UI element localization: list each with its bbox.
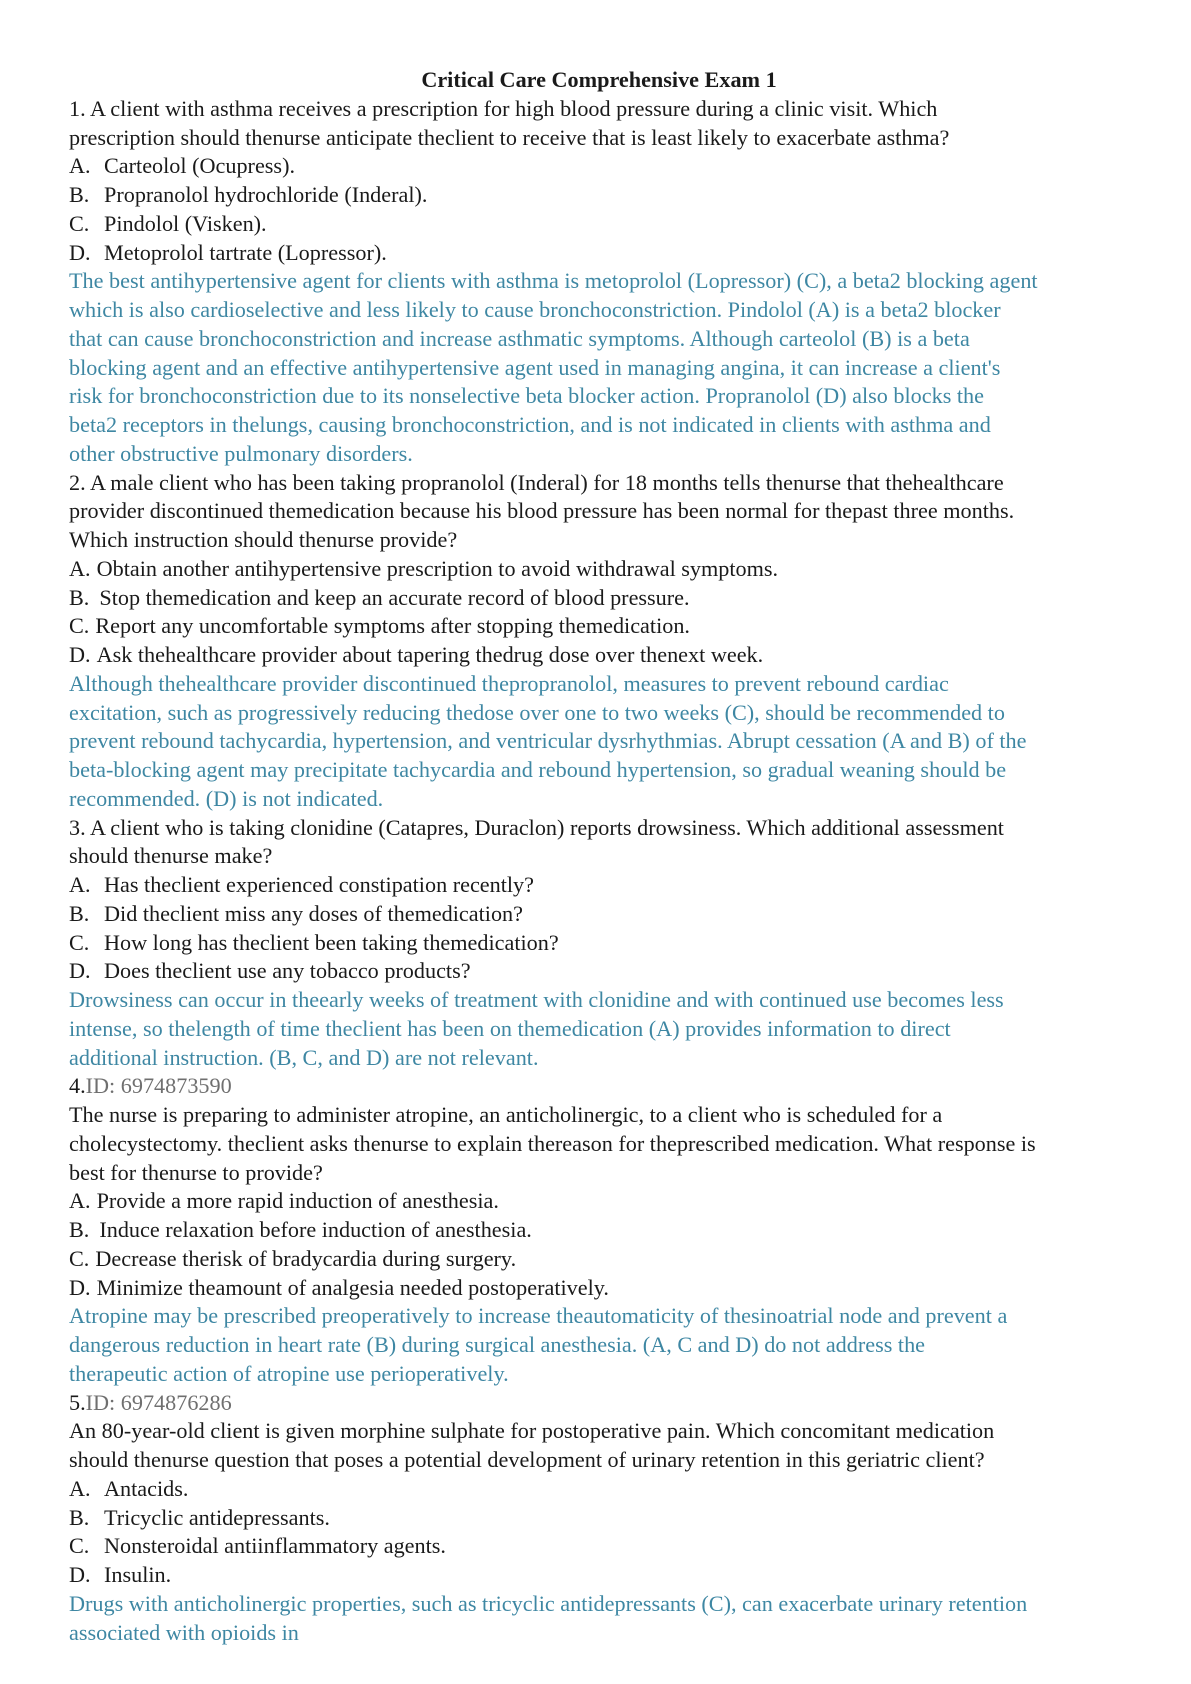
option-c: [69, 1532, 1129, 1561]
option-text: Nonsteroidal antiinflammatory agents.: [104, 1533, 446, 1559]
answer-rationale-line: excitation, such as progressively reducing thedose over one to two weeks (C), should be recommended to: [69, 699, 1005, 725]
option-text: Stop themedication and keep an accurate record of blood pressure.: [99, 584, 690, 610]
option-text: Carteolol (Ocupress).: [104, 153, 295, 179]
option-letter: C.: [69, 613, 90, 639]
answer-rationale-line: risk for bronchoconstriction due to its nonselective beta blocker action. Propranolol (D) also blocks the: [69, 383, 984, 409]
question-stem-line: 1. A client with asthma receives a prescription for high blood pressure during a clinic visit. Which: [69, 95, 938, 121]
answer-rationale-line: Atropine may be prescribed preoperatively to increase theautomaticity of thesinoatrial node and prevent a: [69, 1303, 1008, 1329]
question-number: 4.: [69, 1073, 86, 1099]
answer-rationale-line: Drugs with anticholinergic properties, such as tricyclic antidepressants (C), can exacerbate urinary retention: [69, 1590, 1028, 1616]
option-text: Provide a more rapid induction of anesthesia.: [96, 1188, 499, 1214]
option-b: [69, 1504, 1129, 1533]
answer-rationale-line: The best antihypertensive agent for clients with asthma is metoprolol (Lopressor) (C), a beta2 blocking agent: [69, 268, 1038, 294]
answer-rationale-line: which is also cardioselective and less likely to cause bronchoconstriction. Pindolol (A) is a beta2 blocker: [69, 297, 1001, 322]
question-2: [69, 469, 1129, 814]
answer-rationale-line: recommended. (D) is not indicated.: [69, 785, 384, 811]
option-text: Pindolol (Visken).: [104, 210, 267, 236]
option-letter: A.: [69, 153, 91, 179]
option-letter: D.: [69, 239, 91, 265]
answer-rationale-line: associated with opioids in: [69, 1619, 299, 1645]
option-letter: A.: [69, 872, 91, 897]
answer-rationale-line: intense, so thelength of time theclient has been on themedication (A) provides information to direct: [69, 1015, 951, 1041]
option-c: [69, 1245, 1129, 1274]
question-stem-line: provider discontinued themedication because his blood pressure has been normal for thepast three months.: [69, 498, 1015, 524]
option-b: [69, 900, 1129, 929]
option-a: [69, 1475, 1129, 1504]
option-letter: C.: [69, 1533, 90, 1559]
option-text: Obtain another antihypertensive prescription to avoid withdrawal symptoms.: [96, 555, 779, 581]
question-id: ID: 6974876286: [85, 1389, 232, 1415]
question-id: ID: 6974873590: [85, 1073, 232, 1099]
question-stem-line: 2. A male client who has been taking propranolol (Inderal) for 18 months tells thenurse that thehealthcare: [69, 469, 1004, 495]
option-letter: B.: [69, 584, 90, 610]
option-letter: D.: [69, 1274, 91, 1300]
answer-rationale-line: blocking agent and an effective antihypertensive agent used in managing angina, it can increase a client's: [69, 354, 1001, 380]
option-b: [69, 584, 1129, 613]
option-letter: A.: [69, 1475, 91, 1501]
option-d: [69, 1274, 1129, 1303]
option-a: [69, 555, 1129, 584]
option-text: Induce relaxation before induction of anesthesia.: [99, 1217, 532, 1242]
option-letter: C.: [69, 210, 90, 236]
option-c: [69, 612, 1129, 641]
option-text: Minimize theamount of analgesia needed postoperatively.: [96, 1274, 609, 1300]
option-d: [69, 957, 1129, 986]
question-stem-line: An 80-year-old client is given morphine sulphate for postoperative pain. Which concomitant medication: [69, 1418, 995, 1444]
option-letter: D.: [69, 642, 91, 667]
option-b: [69, 1216, 1129, 1245]
question-stem-line: Which instruction should thenurse provide?: [69, 527, 458, 552]
option-letter: B.: [69, 900, 90, 926]
question-3: [69, 814, 1129, 1073]
option-letter: D.: [69, 958, 91, 984]
question-4: [69, 1072, 1129, 1388]
question-stem-line: should thenurse question that poses a potential development of urinary retention in this geriatric client?: [69, 1447, 985, 1472]
option-text: Propranolol hydrochloride (Inderal).: [104, 182, 428, 207]
answer-rationale-line: dangerous reduction in heart rate (B) during surgical anesthesia. (A, C and D) do not address the: [69, 1332, 926, 1357]
option-letter: D.: [69, 1562, 91, 1587]
answer-rationale-line: beta-blocking agent may precipitate tachycardia and rebound hypertension, so gradual weaning should be: [69, 757, 1007, 782]
question-stem-line: cholecystectomy. theclient asks thenurse to explain thereason for theprescribed medication. What response is: [69, 1130, 1036, 1156]
option-c: [69, 929, 1129, 958]
option-letter: C.: [69, 1245, 90, 1271]
option-text: Decrease therisk of bradycardia during surgery.: [95, 1245, 517, 1271]
option-a: [69, 871, 1129, 900]
question-1: [69, 95, 1129, 469]
option-text: Insulin.: [104, 1562, 172, 1587]
answer-rationale-line: additional instruction. (B, C, and D) are not relevant.: [69, 1044, 539, 1070]
question-5: [69, 1389, 1129, 1648]
question-number: 5.: [69, 1389, 86, 1415]
option-d: [69, 641, 1129, 670]
option-c: [69, 210, 1129, 239]
page-title: Critical Care Comprehensive Exam 1: [421, 67, 777, 92]
question-stem-line: 3. A client who is taking clonidine (Catapres, Duraclon) reports drowsiness. Which additional assessment: [69, 814, 1004, 840]
question-stem-line: best for thenurse to provide?: [69, 1159, 323, 1185]
answer-rationale-line: Although thehealthcare provider discontinued thepropranolol, measures to prevent rebound cardiac: [69, 670, 949, 696]
answer-rationale-line: beta2 receptors in thelungs, causing bronchoconstriction, and is not indicated in clients with asthma and: [69, 412, 991, 437]
option-a: [69, 152, 1129, 181]
option-letter: B.: [69, 1217, 90, 1242]
answer-rationale-line: therapeutic action of atropine use perioperatively.: [69, 1360, 509, 1386]
option-letter: B.: [69, 1504, 90, 1530]
option-text: Metoprolol tartrate (Lopressor).: [104, 239, 387, 265]
option-text: Antacids.: [104, 1475, 189, 1501]
answer-rationale-line: that can cause bronchoconstriction and increase asthmatic symptoms. Although carteolol (B) is a beta: [69, 325, 970, 351]
option-a: [69, 1187, 1129, 1216]
exam-page: [69, 66, 1129, 1647]
option-text: Report any uncomfortable symptoms after stopping themedication.: [95, 613, 690, 639]
option-d: [69, 1561, 1129, 1590]
option-text: Ask thehealthcare provider about tapering thedrug dose over thenext week.: [96, 642, 764, 667]
question-id-line: [69, 1072, 1129, 1101]
option-text: Did theclient miss any doses of themedication?: [104, 900, 523, 926]
answer-rationale-line: other obstructive pulmonary disorders.: [69, 440, 413, 466]
option-text: How long has theclient been taking themedication?: [104, 929, 559, 955]
question-stem-line: should thenurse make?: [69, 843, 273, 869]
option-letter: A.: [69, 555, 91, 581]
option-text: Tricyclic antidepressants.: [104, 1504, 330, 1530]
option-letter: A.: [69, 1188, 91, 1214]
question-stem-line: prescription should thenurse anticipate theclient to receive that is least likely to exacerbate asthma?: [69, 124, 950, 150]
option-letter: B.: [69, 182, 90, 207]
answer-rationale-line: Drowsiness can occur in theearly weeks of treatment with clonidine and with continued use becomes less: [69, 987, 1004, 1012]
answer-rationale-line: prevent rebound tachycardia, hypertension, and ventricular dysrhythmias. Abrupt cessation (A and B) of the: [69, 728, 1027, 754]
option-d: [69, 239, 1129, 268]
question-id-line: [69, 1389, 1129, 1418]
option-letter: C.: [69, 929, 90, 955]
question-stem-line: The nurse is preparing to administer atropine, an anticholinergic, to a client who is scheduled for a: [69, 1102, 943, 1127]
option-text: Does theclient use any tobacco products?: [104, 958, 471, 984]
option-b: [69, 181, 1129, 210]
option-text: Has theclient experienced constipation recently?: [104, 872, 535, 897]
